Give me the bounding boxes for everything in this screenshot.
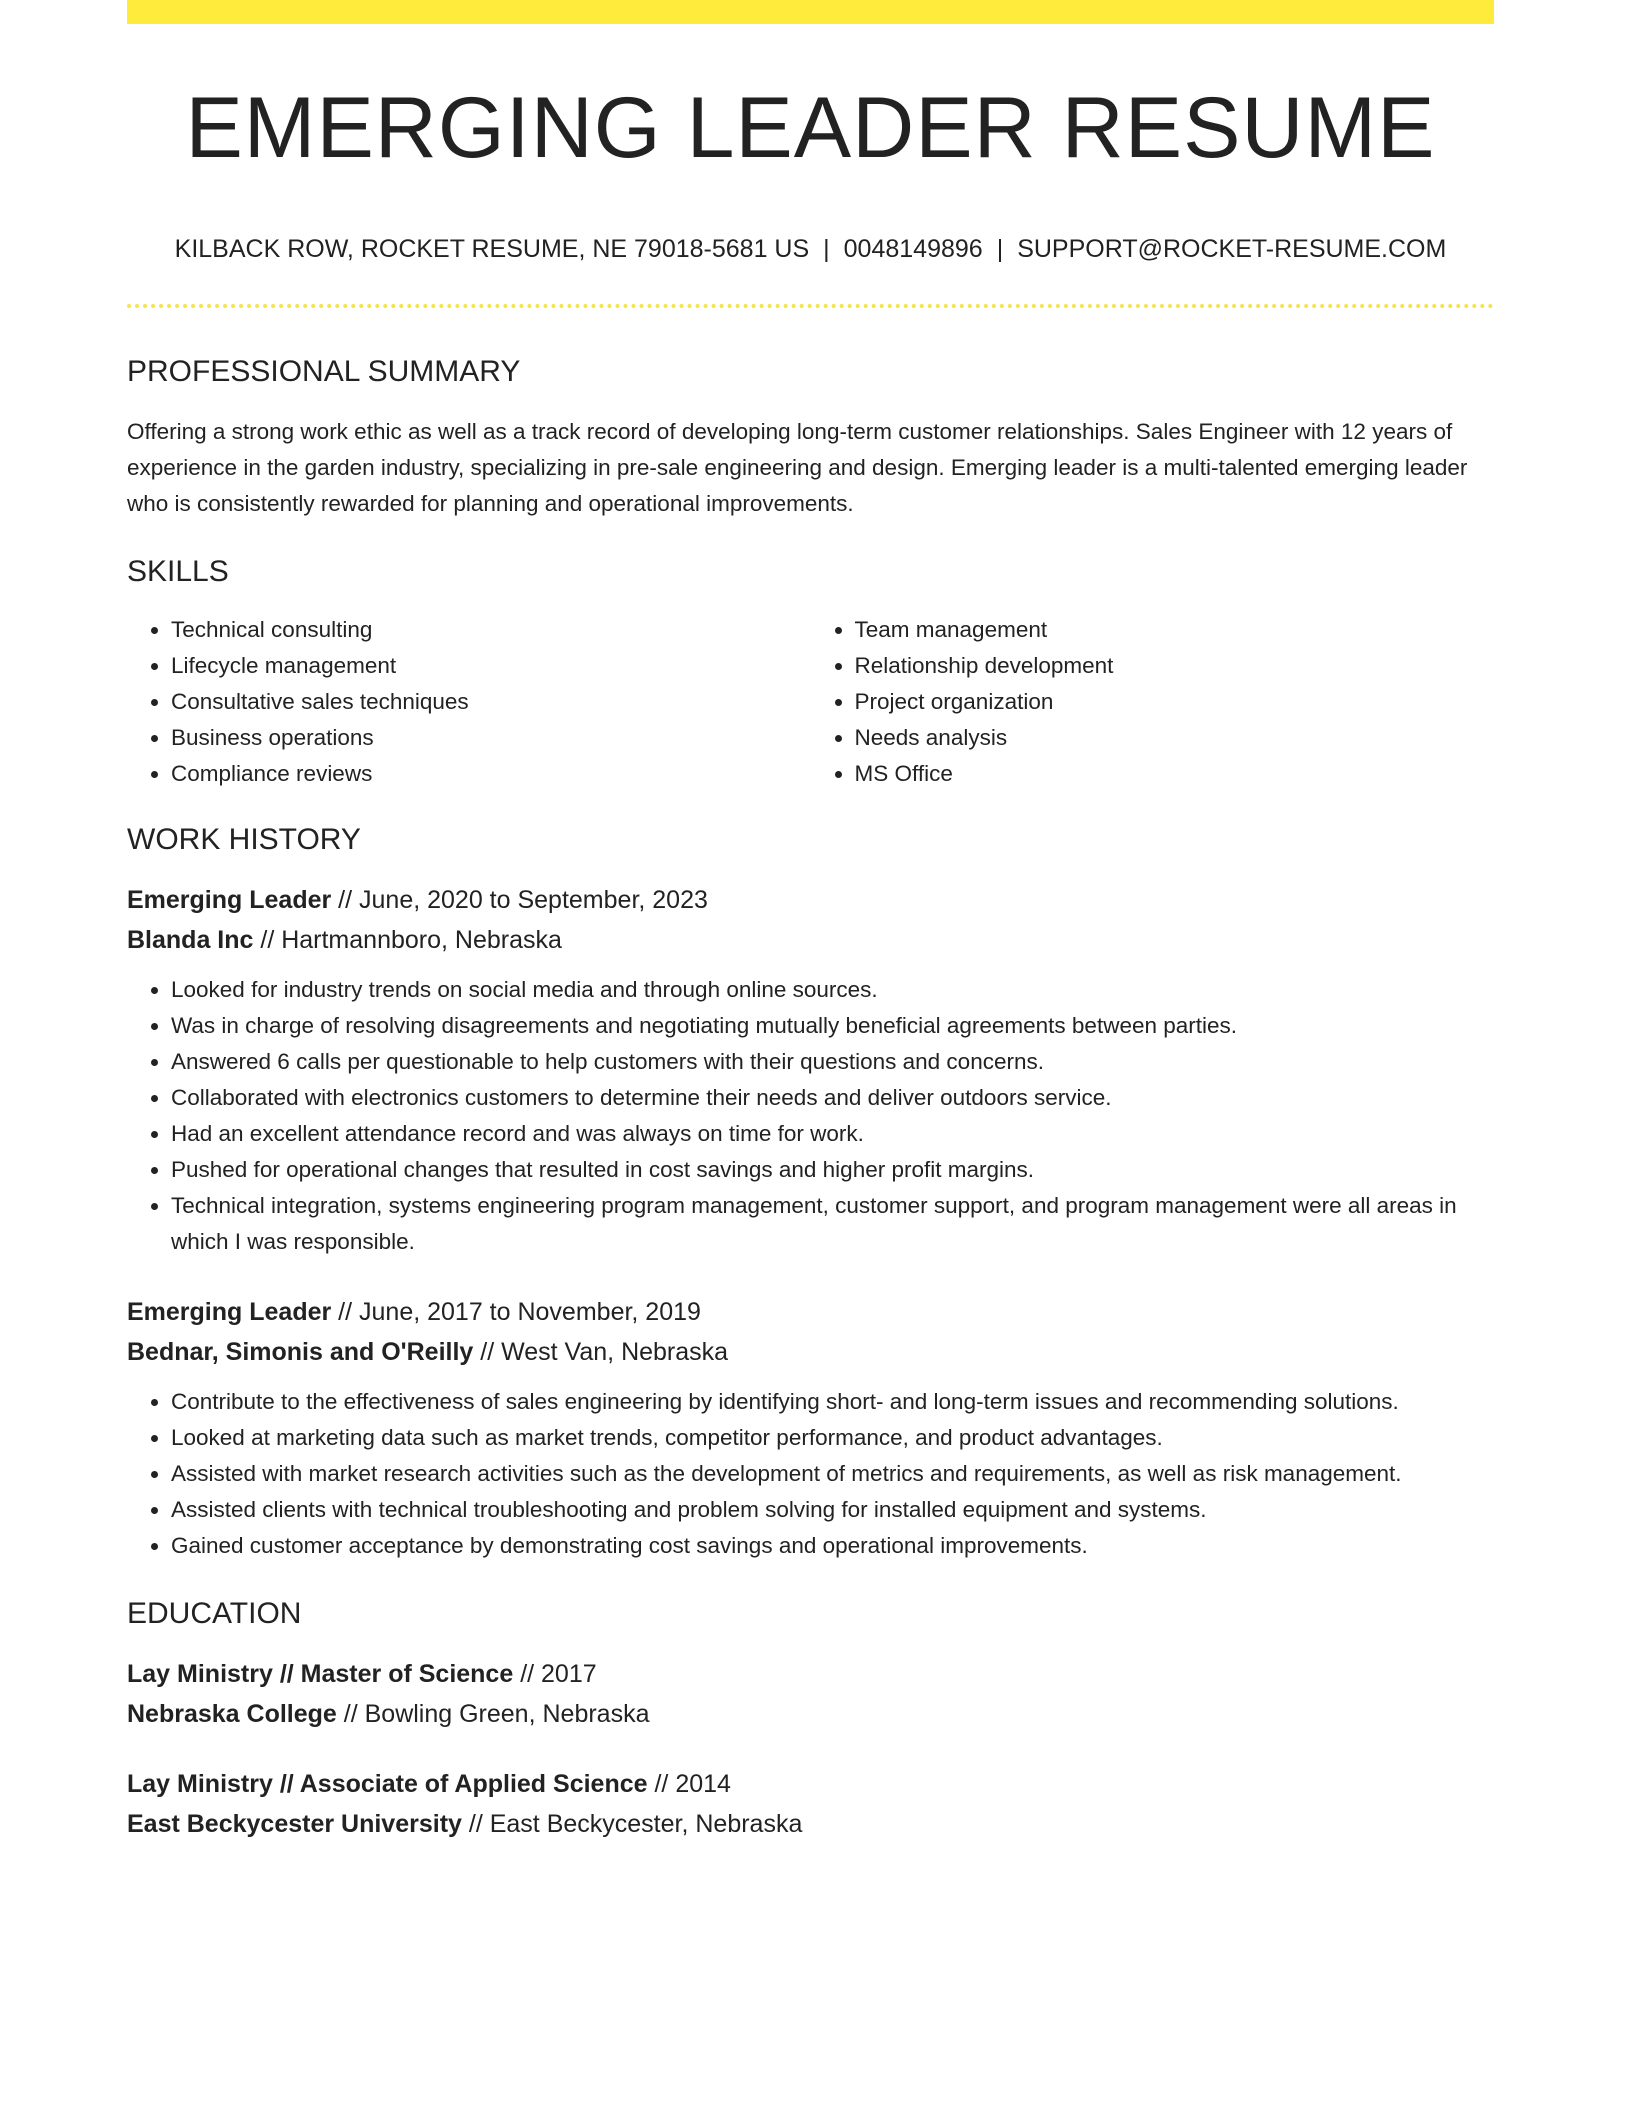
- job-bullet: • Looked at marketing data such as market trends, competitor performance, and product advantages.: [171, 1420, 1494, 1456]
- job-location: // Hartmannboro, Nebraska: [253, 926, 562, 955]
- job-bullet: • Gained customer acceptance by demonstrating cost savings and operational improvements.: [171, 1528, 1494, 1564]
- education-entry: [127, 1764, 1494, 1844]
- job-bullet: • Answered 6 calls per questionable to help customers with their questions and concerns.: [171, 1044, 1494, 1080]
- job-company-line: [127, 1332, 1494, 1372]
- skills-column-right: [811, 612, 1495, 792]
- job-title: Emerging Leader: [127, 886, 332, 915]
- education-degree-line: [127, 1654, 1494, 1694]
- resume-title: EMERGING LEADER RESUME: [185, 80, 1436, 176]
- skill-item: • Compliance reviews: [171, 756, 811, 792]
- education-location: // East Beckycester, Nebraska: [461, 1810, 803, 1839]
- skills-list-right: [811, 612, 1495, 792]
- job-bullet: • Contribute to the effectiveness of sales engineering by identifying short- and long-term issues and recommending solutions.: [171, 1384, 1494, 1420]
- contact-phone: 0048149896: [843, 235, 983, 264]
- job-bullet-list: [127, 1384, 1494, 1564]
- education-year: // 2014: [647, 1770, 731, 1799]
- job-bullet-list: [127, 972, 1494, 1260]
- skill-item: • Relationship development: [855, 648, 1495, 684]
- job-entry: [127, 880, 1494, 1260]
- job-bullet: • Collaborated with electronics customers to determine their needs and deliver outdoors service.: [171, 1080, 1494, 1116]
- skill-item: • MS Office: [855, 756, 1495, 792]
- job-location: // West Van, Nebraska: [473, 1338, 729, 1367]
- job-company-line: [127, 920, 1494, 960]
- education-degree-line: [127, 1764, 1494, 1804]
- skill-item: • Consultative sales techniques: [171, 684, 811, 720]
- contact-separator: |: [996, 235, 1004, 264]
- job-company: Blanda Inc: [127, 926, 254, 955]
- summary-text: Offering a strong work ethic as well as a track record of developing long-term customer relationships. Sales Engineer with 12 years of experience in the garden industry, specializing in pre-sale engineering and design. Emerging leader is a multi-talented emerging leader who is consistently rewarded for planning and operational improvements.: [127, 419, 1468, 517]
- contact-email: SUPPORT@ROCKET-RESUME.COM: [1017, 235, 1447, 264]
- job-bullet: • Pushed for operational changes that resulted in cost savings and higher profit margins.: [171, 1152, 1494, 1188]
- skill-item: • Lifecycle management: [171, 648, 811, 684]
- skills-grid: [127, 612, 1494, 792]
- job-title-line: [127, 1292, 1494, 1332]
- education-school: Nebraska College: [127, 1700, 337, 1729]
- job-bullet: • Technical integration, systems engineering program management, customer support, and program management were all areas in which I was responsible.: [171, 1188, 1494, 1260]
- education-school-line: [127, 1694, 1494, 1734]
- education-school: East Beckycester University: [127, 1810, 462, 1839]
- job-title: Emerging Leader: [127, 1298, 332, 1327]
- dotted-divider: [127, 304, 1494, 308]
- skills-heading: SKILLS: [127, 555, 229, 589]
- job-bullet: • Was in charge of resolving disagreements and negotiating mutually beneficial agreements between parties.: [171, 1008, 1494, 1044]
- education-year: // 2017: [513, 1660, 597, 1689]
- accent-bar: [127, 0, 1494, 24]
- education-degree: Lay Ministry // Associate of Applied Science: [127, 1770, 648, 1799]
- job-bullet: • Assisted clients with technical troubleshooting and problem solving for installed equipment and systems.: [171, 1492, 1494, 1528]
- education-school-line: [127, 1804, 1494, 1844]
- resume-page: [127, 0, 1494, 1844]
- skill-item: • Business operations: [171, 720, 811, 756]
- skill-item: • Technical consulting: [171, 612, 811, 648]
- job-dates: // June, 2017 to November, 2019: [331, 1298, 701, 1327]
- skills-column-left: [127, 612, 811, 792]
- contact-line: [127, 234, 1494, 264]
- contact-address: KILBACK ROW, ROCKET RESUME, NE 79018-5681 US: [174, 235, 810, 264]
- skill-item: • Team management: [855, 612, 1495, 648]
- skill-item: • Needs analysis: [855, 720, 1495, 756]
- work-history-heading: WORK HISTORY: [127, 823, 361, 857]
- job-title-line: [127, 880, 1494, 920]
- skill-item: • Project organization: [855, 684, 1495, 720]
- education-degree: Lay Ministry // Master of Science: [127, 1660, 514, 1689]
- summary-heading: PROFESSIONAL SUMMARY: [127, 355, 521, 389]
- education-heading: EDUCATION: [127, 1597, 302, 1631]
- job-bullet: • Had an excellent attendance record and was always on time for work.: [171, 1116, 1494, 1152]
- contact-separator: |: [823, 235, 830, 264]
- job-entry: [127, 1292, 1494, 1564]
- job-bullet: • Assisted with market research activities such as the development of metrics and requirements, as well as risk management.: [171, 1456, 1494, 1492]
- job-dates: // June, 2020 to September, 2023: [331, 886, 708, 915]
- education-entry: [127, 1654, 1494, 1734]
- job-company: Bednar, Simonis and O'Reilly: [127, 1338, 474, 1367]
- education-location: // Bowling Green, Nebraska: [336, 1700, 650, 1729]
- job-bullet: • Looked for industry trends on social media and through online sources.: [171, 972, 1494, 1008]
- skills-list-left: [127, 612, 811, 792]
